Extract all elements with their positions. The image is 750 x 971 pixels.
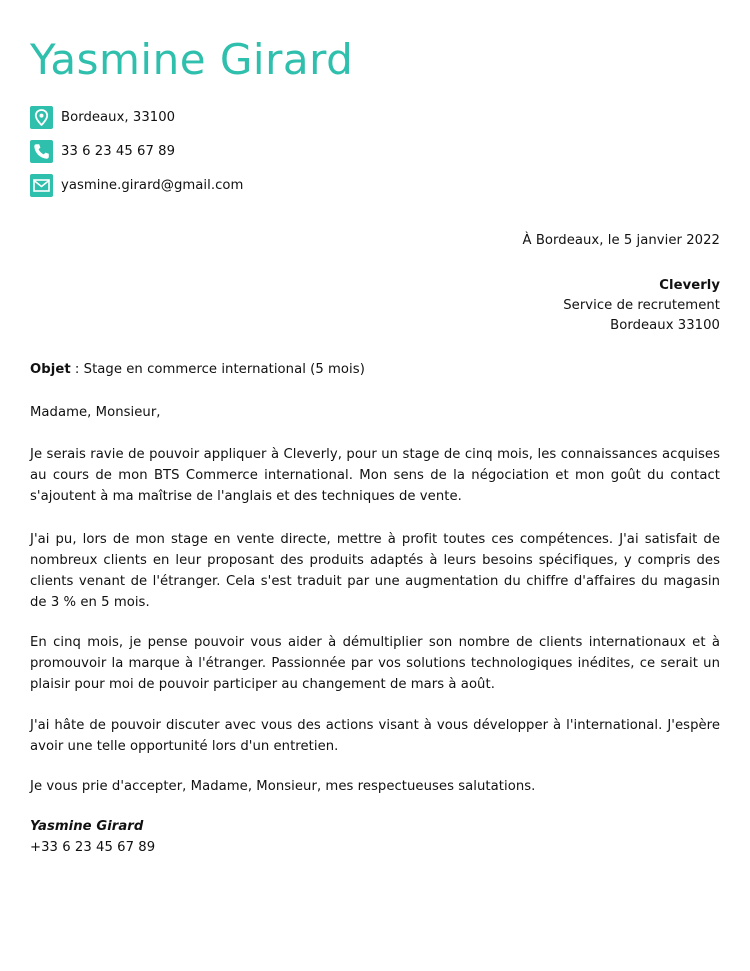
recipient-block [563,276,720,336]
recipient-department: Service de recrutement [563,298,720,313]
closing-line: Je vous prie d'accepter, Madame, Monsieur, mes respectueuses salutations. [30,779,536,794]
subject-text: Stage en commerce international (5 mois) [83,362,365,377]
applicant-name: Yasmine Girard [30,35,354,84]
recipient-city: Bordeaux 33100 [610,318,720,333]
signature-block [30,816,720,858]
email-text: yasmine.girard@gmail.com [61,178,244,193]
paragraph-4: J'ai hâte de pouvoir discuter avec vous des actions visant à vous développer à l'international. J'espère avoir une telle opportunité lors d'un entretien. [30,718,720,754]
paragraph-3: En cinq mois, je pense pouvoir vous aider à démultiplier son nombre de clients internationaux et à promouvoir la marque à l'étranger. Passionnée par vos solutions technologiques inédites, ce serait un plaisir pour moi de pouvoir participer au changement de mars à août. [30,635,720,692]
subject-label: Objet [30,362,71,377]
signature-name: Yasmine Girard [30,819,144,834]
phone-icon [30,140,53,163]
signature-phone: +33 6 23 45 67 89 [30,840,156,855]
date-line: À Bordeaux, le 5 janvier 2022 [522,233,720,248]
subject-separator: : [70,362,84,377]
salutation: Madame, Monsieur, [30,405,161,420]
contact-phone [30,140,175,163]
address-text: Bordeaux, 33100 [61,110,176,125]
envelope-icon [30,174,53,197]
subject-line [30,359,720,380]
contact-address [30,106,175,129]
recipient-company: Cleverly [659,278,720,293]
paragraph-1: Je serais ravie de pouvoir appliquer à Cleverly, pour un stage de cinq mois, les connaissances acquises au cours de mon BTS Commerce international. Mon sens de la négociation et mon goût du contact s'ajoutent à ma maîtrise de l'anglais et des techniques de vente. [30,447,720,504]
contact-email [30,174,243,197]
paragraph-2: J'ai pu, lors de mon stage en vente directe, mettre à profit toutes ces compétences. J'ai satisfait de nombreux clients en leur proposant des produits adaptés à leurs besoins spécifiques, y compris des clients venant de l'étranger. Cela s'est traduit par une augmentation du chiffre d'affaires du magasin de 3 % en 5 mois. [30,532,720,610]
phone-text: 33 6 23 45 67 89 [61,144,176,159]
location-pin-icon [30,106,53,129]
